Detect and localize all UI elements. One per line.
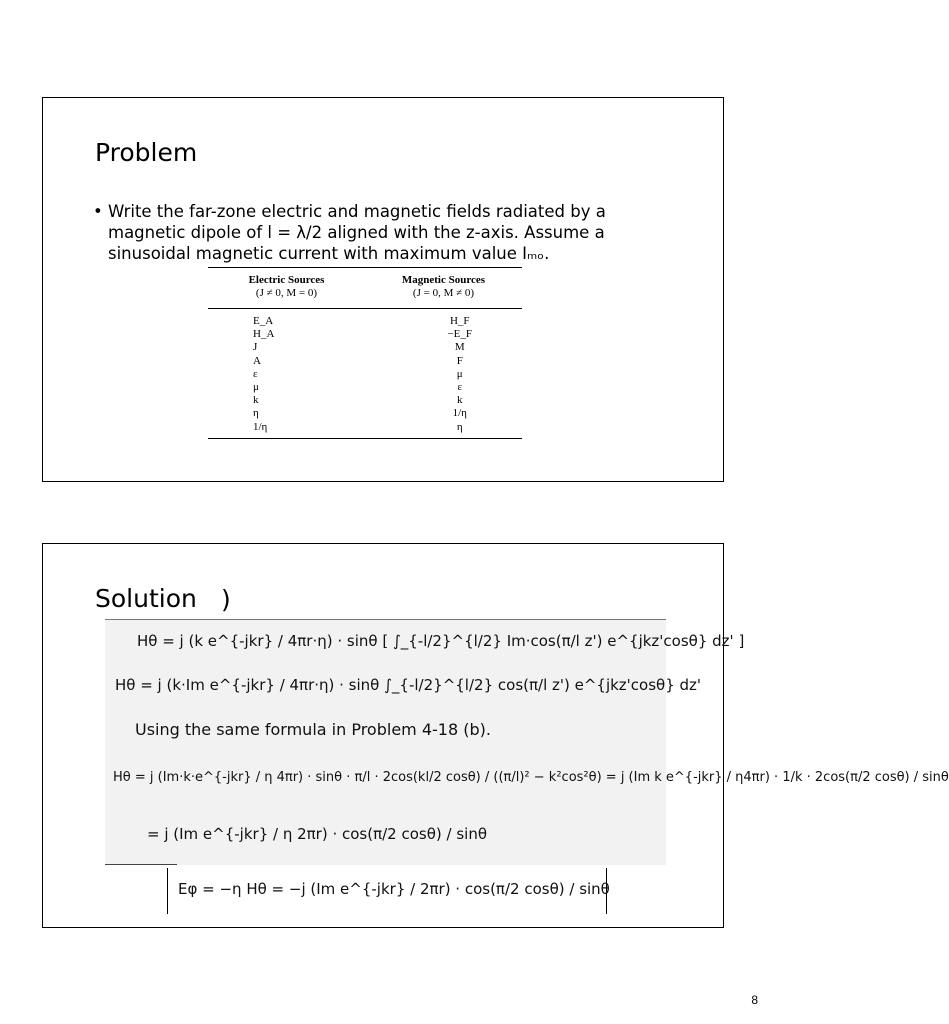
final-answer: Eφ = −η Hθ = −j (Im e^{-jkr} / 2πr) · cos(π/2 cosθ) / sinθ (178, 880, 610, 898)
cell-electric: μ (253, 380, 259, 393)
cell-magnetic: H_F (449, 315, 470, 327)
col-header-magnetic-label: Magnetic Sources (401, 274, 486, 286)
cell-magnetic: η (456, 420, 463, 433)
col-header-electric-label: Electric Sources (248, 274, 325, 286)
table-row (208, 394, 522, 407)
cell-electric: ε (253, 367, 258, 380)
solution-paren: ) (221, 585, 231, 614)
col-header-magnetic-sub: (J = 0, M ≠ 0) (412, 287, 475, 299)
col-header-electric (208, 274, 365, 300)
problem-bullet-text: Write the far-zone electric and magnetic fields radiated by a magnetic dipole of l = λ/2 aligned with the z-axis. Assume a sinusoidal magnetic current with maximum value Iₘₒ. (108, 202, 606, 263)
slide-title-solution: Solution (95, 584, 197, 613)
slide-title-problem: Problem (95, 138, 198, 167)
handwritten-solution-scan (105, 619, 949, 865)
page-number: 8 (751, 993, 758, 1007)
solution-line-3: Using the same formula in Problem 4-18 (b). (135, 720, 491, 739)
table-row (208, 368, 522, 381)
table-row (208, 407, 522, 420)
final-answer-box (167, 868, 610, 914)
solution-line-4: Hθ = j (Im·k·e^{-jkr} / η 4πr) · sinθ · π/l · 2cos(kl/2 cosθ) / ((π/l)² − k²cos²θ) = j (Im k e^{-jkr} / η4πr) · 1/k · 2cos(π/2 cosθ) / sinθ (113, 770, 949, 785)
table-row (208, 328, 522, 341)
solution-slide (42, 543, 949, 928)
cell-electric: J (253, 341, 258, 354)
table-row (208, 381, 522, 394)
problem-bullet (93, 201, 683, 264)
cell-electric: 1/η (253, 420, 268, 433)
duality-table-body (208, 309, 522, 438)
cell-magnetic: M (454, 341, 465, 354)
duality-table (208, 267, 522, 439)
solution-line-5: = j (Im e^{-jkr} / η 2πr) · cos(π/2 cosθ) / sinθ (147, 825, 488, 843)
cell-magnetic: 1/η (452, 407, 467, 420)
col-header-electric-sub: (J ≠ 0, M = 0) (255, 287, 318, 299)
solution-line-2: Hθ = j (k·Im e^{-jkr} / 4πr·η) · sinθ ∫_{-l/2}^{l/2} cos(π/l z') e^{jkz'cosθ} dz' (115, 676, 702, 694)
problem-slide (42, 97, 724, 482)
cell-electric: A (253, 354, 261, 367)
cell-magnetic: F (456, 354, 463, 367)
cell-magnetic: μ (456, 367, 463, 380)
table-row (208, 315, 522, 328)
col-header-magnetic (365, 274, 522, 300)
cell-magnetic: ε (457, 380, 463, 393)
cell-magnetic: k (457, 394, 463, 407)
table-row (208, 341, 522, 354)
cell-electric: k (253, 394, 259, 407)
scan-underline (105, 864, 177, 865)
bullet-dot: • (93, 202, 103, 221)
cell-magnetic: −E_F (447, 328, 473, 341)
duality-table-header (208, 268, 522, 309)
cell-electric: E_A (253, 315, 274, 327)
cell-electric: H_A (253, 328, 275, 341)
solution-line-1: Hθ = j (k e^{-jkr} / 4πr·η) · sinθ [ ∫_{-l/2}^{l/2} Im·cos(π/l z') e^{jkz'cosθ} dz' ] (137, 632, 745, 650)
table-row (208, 421, 522, 434)
table-row (208, 355, 522, 368)
cell-electric: η (253, 407, 259, 420)
